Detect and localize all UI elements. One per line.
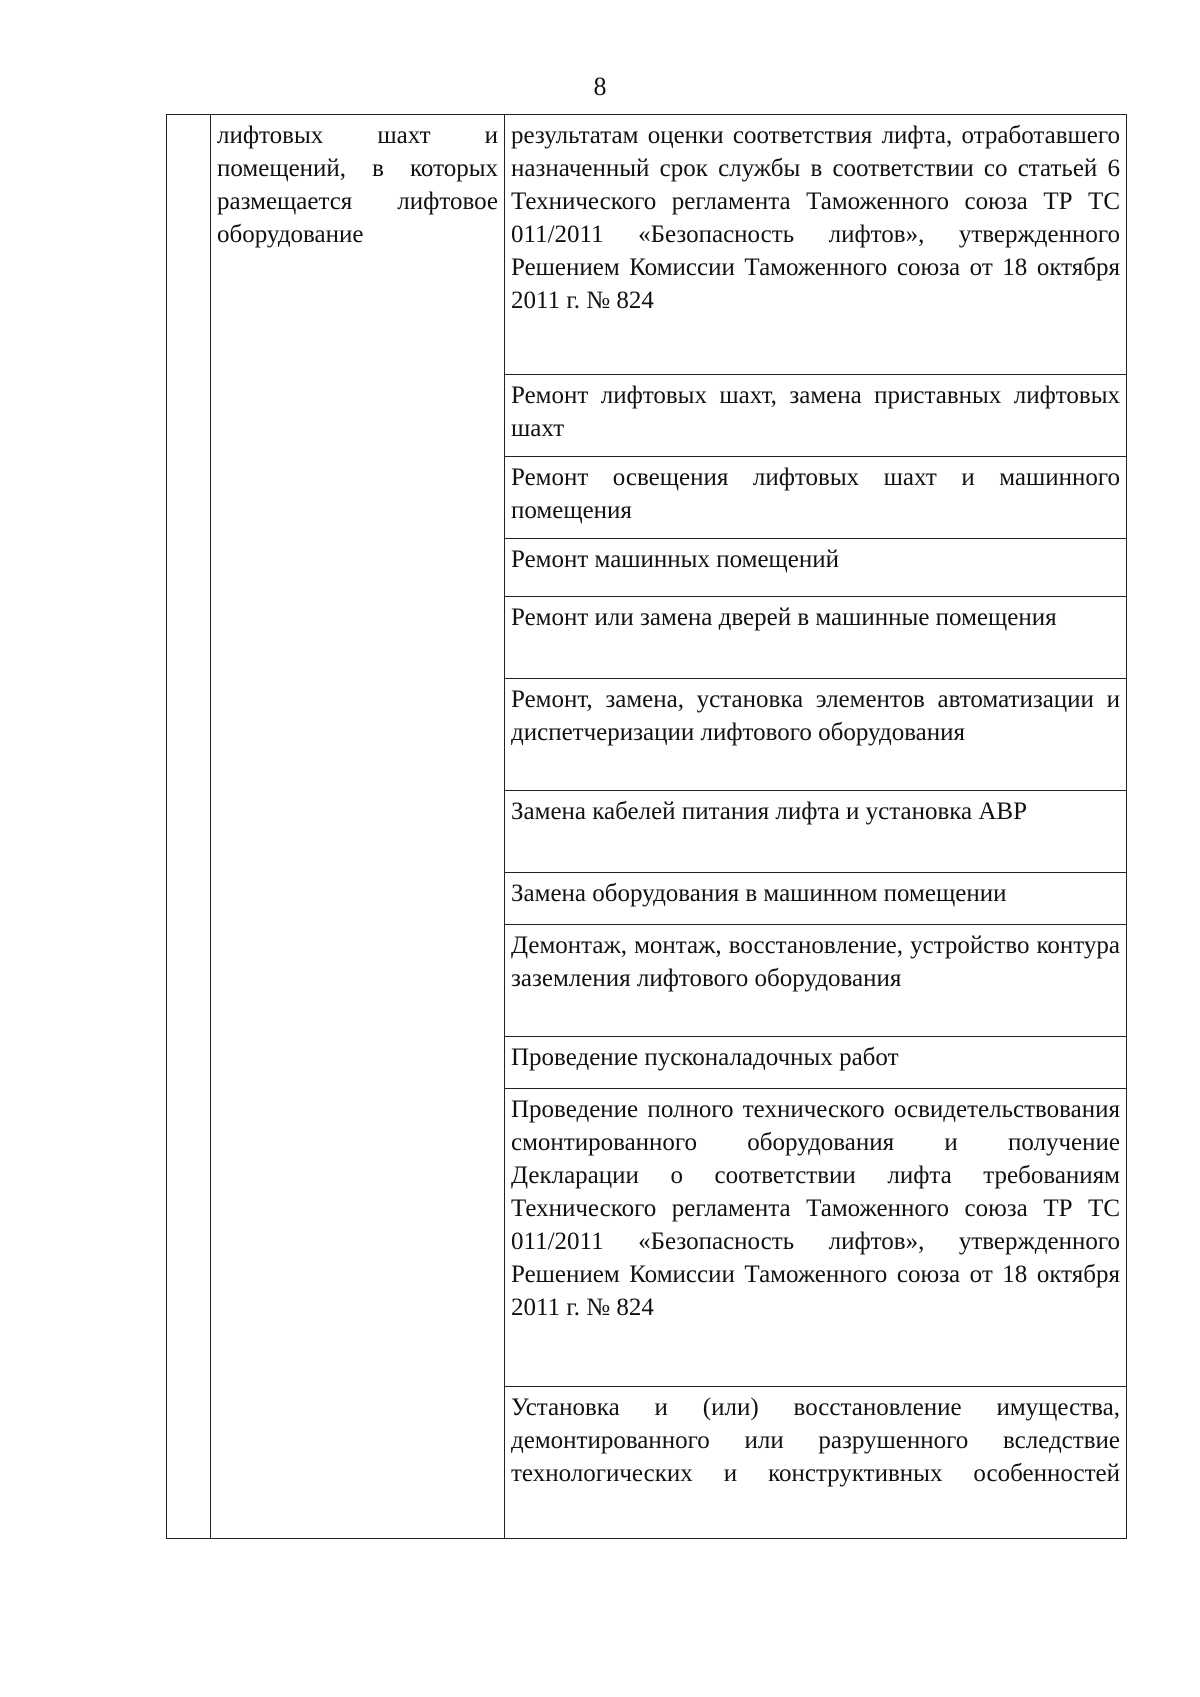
work-text: Ремонт машинных помещений — [511, 546, 840, 573]
work-text: Установка и (или) восстановление имущества, демонтированного или разрушенного вследствие технологических и конструктивных особенностей — [511, 1394, 1120, 1487]
work-text: Замена оборудования в машинном помещении — [511, 880, 1007, 907]
work-cell — [505, 457, 1127, 539]
work-text: Проведение пусконаладочных работ — [511, 1044, 899, 1071]
number-cell — [167, 115, 211, 1539]
work-cell — [505, 1387, 1127, 1539]
works-table — [166, 114, 1127, 1539]
work-cell — [505, 679, 1127, 791]
object-cell — [211, 115, 505, 1539]
work-cell — [505, 597, 1127, 679]
table-row — [167, 115, 1127, 375]
work-cell — [505, 539, 1127, 597]
work-text: Ремонт или замена дверей в машинные помещения — [511, 604, 1057, 631]
work-cell — [505, 115, 1127, 375]
work-text: Демонтаж, монтаж, восстановление, устройство контура заземления лифтового оборудования — [511, 932, 1120, 992]
work-cell — [505, 1037, 1127, 1089]
work-text: Ремонт лифтовых шахт, замена приставных лифтовых шахт — [511, 382, 1120, 442]
work-cell — [505, 791, 1127, 873]
work-text: Ремонт освещения лифтовых шахт и машинного помещения — [511, 464, 1120, 524]
page-number: 8 — [593, 72, 607, 101]
work-text: Ремонт, замена, установка элементов автоматизации и диспетчеризации лифтового оборудования — [511, 686, 1120, 746]
work-text: Замена кабелей питания лифта и установка АВР — [511, 798, 1028, 825]
work-text: Проведение полного технического освидетельствования смонтированного оборудования и получение Декларации о соответствии лифта требованиям Технического регламента Таможенного союза ТР ТС 011/2011 «Безопасность лифтов», утвержденного Решением Комиссии Таможенного союза от 18 октября 2011 г. № 824 — [511, 1096, 1120, 1321]
work-cell — [505, 925, 1127, 1037]
work-cell — [505, 375, 1127, 457]
object-text: лифтовых шахт и помещений, в которых размещается лифтовое оборудование — [217, 122, 498, 248]
work-text: результатам оценки соответствия лифта, отработавшего назначенный срок службы в соответствии со статьей 6 Технического регламента Таможенного союза ТР ТС 011/2011 «Безопасность лифтов», утвержденного Решением Комиссии Таможенного союза от 18 октября 2011 г. № 824 — [511, 122, 1120, 314]
work-cell — [505, 1089, 1127, 1387]
work-cell — [505, 873, 1127, 925]
